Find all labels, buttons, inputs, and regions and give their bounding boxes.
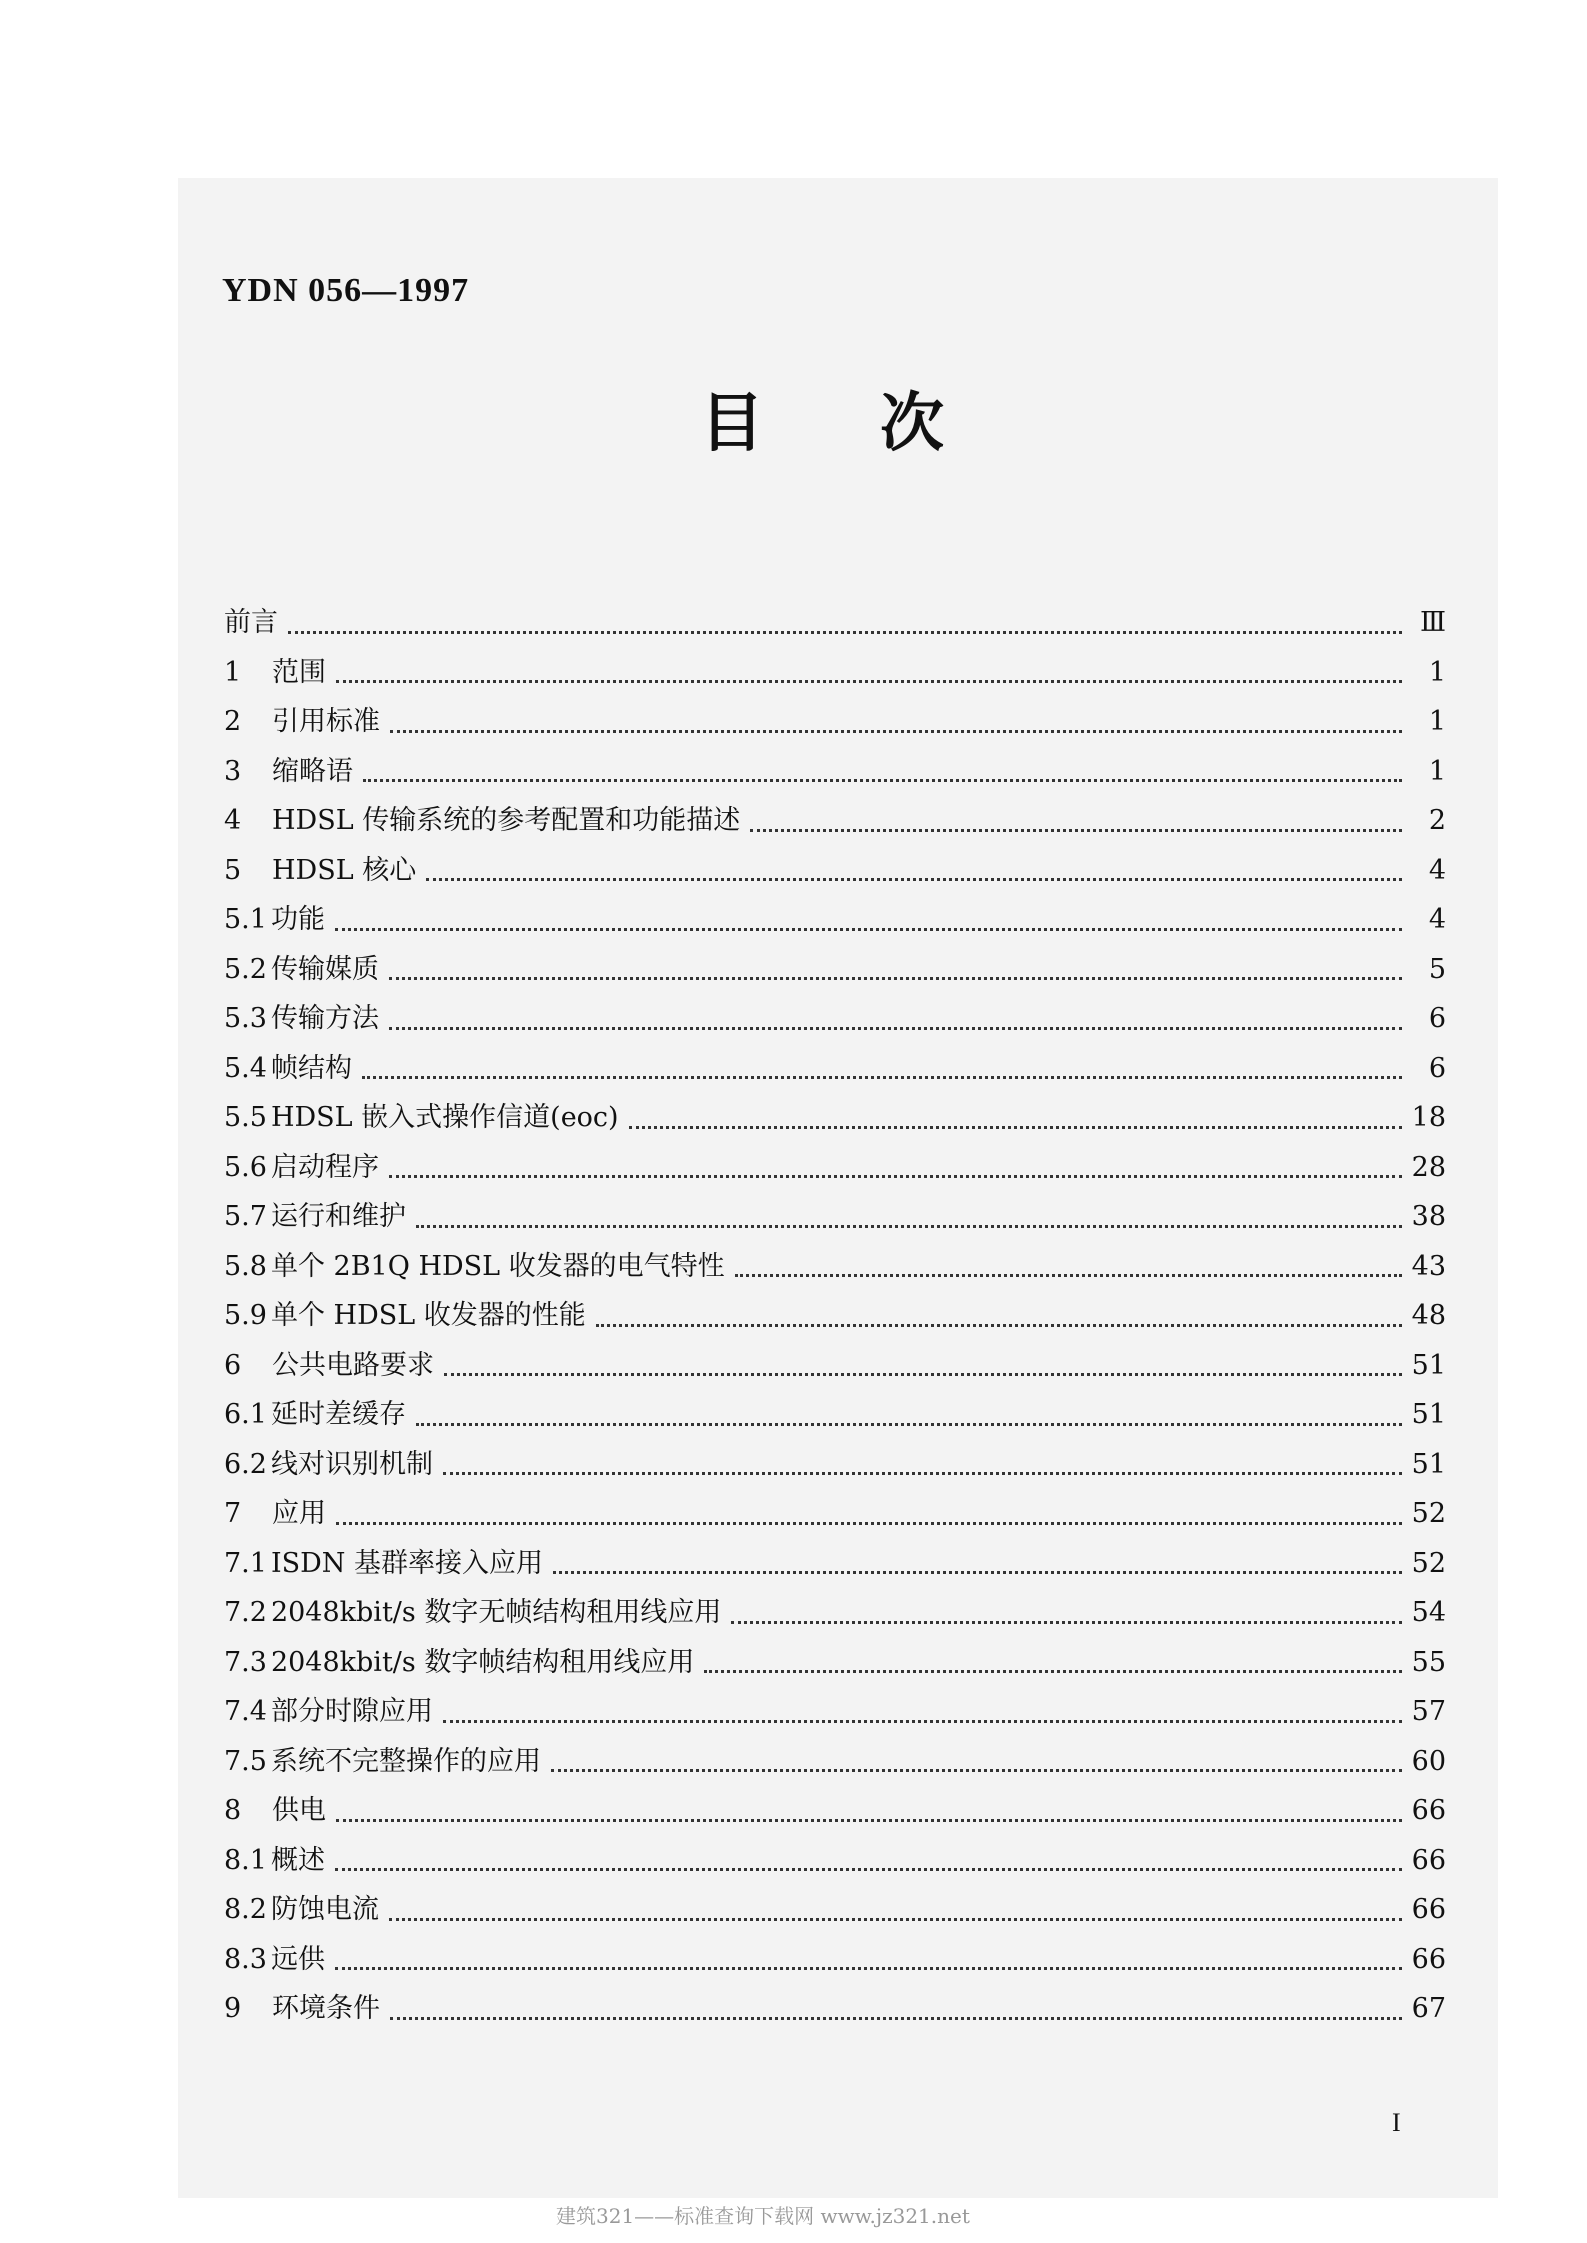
toc-entry[interactable]	[224, 1836, 1446, 1886]
toc-entry-label: 系统不完整操作的应用	[270, 1745, 541, 1777]
toc-entry-page: 52	[1411, 1547, 1446, 1579]
toc-dot-leader	[551, 1769, 1402, 1772]
page-title	[700, 372, 944, 464]
toc-dot-leader	[731, 1621, 1402, 1624]
toc-entry-page: 51	[1411, 1399, 1446, 1430]
toc-dot-leader	[389, 1175, 1402, 1178]
toc-entry-page: 1	[1428, 706, 1446, 737]
toc-entry-number: 8	[224, 1795, 242, 1826]
toc-entry-page: 28	[1411, 1151, 1446, 1183]
toc-entry-page: 51	[1411, 1349, 1446, 1381]
toc-entry-number: 8.2	[224, 1894, 267, 1925]
toc-dot-leader	[362, 1076, 1402, 1079]
toc-dot-leader	[704, 1670, 1402, 1673]
toc-entry-page: 5	[1428, 953, 1446, 985]
toc-entry[interactable]	[224, 945, 1446, 995]
toc-dot-leader	[416, 1225, 1402, 1228]
toc-dot-leader	[443, 1720, 1402, 1723]
toc-entry-label: 缩略语	[272, 755, 353, 787]
toc-entry-number: 5.7	[224, 1201, 267, 1232]
toc-entry-number: 6	[224, 1349, 242, 1381]
toc-entry-label: 应用	[272, 1498, 326, 1529]
toc-entry[interactable]	[224, 1786, 1446, 1836]
toc-entry[interactable]	[224, 1687, 1446, 1737]
toc-dot-leader	[553, 1571, 1402, 1574]
toc-entry[interactable]	[224, 1885, 1446, 1935]
toc-entry-number: 7.4	[224, 1696, 267, 1727]
toc-entry-label: 延时差缓存	[270, 1399, 406, 1430]
toc-entry-label: 传输方法	[270, 1003, 379, 1034]
toc-dot-leader	[443, 1472, 1402, 1475]
toc-entry-page: 66	[1411, 1795, 1446, 1826]
toc-entry-page: 6	[1428, 1052, 1446, 1084]
toc-entry-page: 60	[1411, 1745, 1446, 1777]
toc-dot-leader	[426, 878, 1402, 881]
toc-entry[interactable]	[224, 747, 1446, 797]
toc-entry-label: ISDN 基群率接入应用	[270, 1547, 543, 1579]
toc-entry[interactable]	[224, 1341, 1446, 1391]
toc-dot-leader	[390, 2017, 1402, 2020]
toc-entry[interactable]	[224, 1638, 1446, 1688]
toc-entry-number: 7.5	[224, 1745, 267, 1777]
toc-dot-leader	[596, 1324, 1402, 1327]
toc-entry-number: 7	[224, 1498, 242, 1529]
toc-entry-label: 范围	[272, 656, 326, 688]
toc-entry-page: 18	[1411, 1102, 1446, 1133]
toc-entry-number: 8.1	[224, 1844, 267, 1876]
toc-entry-number: 5.5	[224, 1102, 267, 1133]
page-folio: I	[1392, 2108, 1401, 2137]
toc-entry-label: 供电	[272, 1795, 326, 1826]
toc-entry-page: 4	[1428, 904, 1446, 935]
toc-entry-number: 5.1	[224, 904, 267, 935]
toc-entry-number: 5	[224, 854, 242, 886]
toc-entry[interactable]	[224, 1192, 1446, 1242]
toc-entry-number: 6.1	[224, 1399, 267, 1430]
toc-entry[interactable]	[224, 1489, 1446, 1539]
toc-entry[interactable]	[224, 1044, 1446, 1094]
toc-dot-leader	[288, 631, 1402, 634]
toc-dot-leader	[416, 1423, 1402, 1426]
toc-dot-leader	[336, 1522, 1402, 1525]
toc-entry[interactable]	[224, 598, 1446, 648]
toc-dot-leader	[389, 1027, 1402, 1030]
toc-entry-label: 启动程序	[270, 1151, 379, 1183]
toc-entry[interactable]	[224, 1143, 1446, 1193]
toc-dot-leader	[335, 1868, 1402, 1871]
toc-entry-label: HDSL 嵌入式操作信道(eoc)	[270, 1102, 619, 1133]
toc-entry-number: 7.2	[224, 1597, 267, 1628]
toc-entry-label: 前言	[224, 607, 278, 638]
toc-entry-label: 单个 2B1Q HDSL 收发器的电气特性	[270, 1250, 725, 1282]
toc-entry[interactable]	[224, 1588, 1446, 1638]
toc-entry-page: 38	[1411, 1201, 1446, 1232]
table-of-contents	[224, 598, 1446, 2034]
toc-entry-number: 3	[224, 755, 242, 787]
toc-entry-page: 67	[1411, 1993, 1446, 2024]
toc-entry[interactable]	[224, 1242, 1446, 1292]
toc-entry-number: 5.4	[224, 1052, 267, 1084]
toc-entry-label: HDSL 核心	[272, 854, 417, 886]
toc-entry-page: 66	[1411, 1844, 1446, 1876]
toc-dot-leader	[335, 1967, 1402, 1970]
toc-entry-page: 66	[1411, 1943, 1446, 1975]
toc-entry-label: 概述	[270, 1844, 325, 1876]
toc-entry-page: 4	[1428, 854, 1446, 886]
toc-entry-number: 9	[224, 1993, 242, 2024]
toc-entry-label: 环境条件	[272, 1993, 380, 2024]
toc-dot-leader	[336, 680, 1402, 683]
toc-entry-page: 43	[1411, 1250, 1446, 1282]
toc-entry[interactable]	[224, 1291, 1446, 1341]
toc-entry-page: Ⅲ	[1419, 607, 1446, 638]
toc-dot-leader	[444, 1373, 1402, 1376]
footer-watermark: 建筑321——标准查询下载网 www.jz321.net	[556, 2204, 970, 2228]
toc-entry-number: 5.6	[224, 1151, 267, 1183]
toc-entry-number: 6.2	[224, 1448, 267, 1480]
toc-dot-leader	[389, 1918, 1402, 1921]
toc-entry-number: 5.3	[224, 1003, 267, 1034]
toc-entry[interactable]	[224, 895, 1446, 945]
toc-entry[interactable]	[224, 1984, 1446, 2034]
toc-entry[interactable]	[224, 1539, 1446, 1589]
toc-entry[interactable]	[224, 994, 1446, 1044]
toc-dot-leader	[390, 730, 1402, 733]
page-title-char-1: 目	[700, 387, 764, 461]
toc-entry[interactable]	[224, 1440, 1446, 1490]
toc-entry-label: 部分时隙应用	[270, 1696, 433, 1727]
standard-code: YDN 056—1997	[222, 272, 470, 309]
toc-dot-leader	[735, 1274, 1402, 1277]
toc-entry-page: 6	[1428, 1003, 1446, 1034]
toc-entry-label: 帧结构	[270, 1052, 352, 1084]
toc-entry-page: 1	[1428, 656, 1446, 688]
toc-entry-label: 2048kbit/s 数字帧结构租用线应用	[270, 1646, 695, 1678]
toc-entry[interactable]	[224, 1093, 1446, 1143]
toc-entry-page: 48	[1411, 1300, 1446, 1331]
toc-entry-label: 功能	[270, 904, 325, 935]
toc-entry-label: 传输媒质	[270, 953, 379, 985]
toc-entry-label: 运行和维护	[270, 1201, 406, 1232]
toc-entry-label: HDSL 传输系统的参考配置和功能描述	[272, 805, 741, 836]
toc-entry-page: 1	[1428, 755, 1446, 787]
toc-entry-number: 7.3	[224, 1646, 267, 1678]
toc-entry-page: 2	[1428, 805, 1446, 836]
toc-entry-page: 55	[1411, 1646, 1446, 1678]
toc-entry-label: 2048kbit/s 数字无帧结构租用线应用	[270, 1597, 722, 1628]
toc-entry-number: 2	[224, 706, 242, 737]
toc-entry-label: 线对识别机制	[270, 1448, 433, 1480]
toc-entry-label: 单个 HDSL 收发器的性能	[270, 1300, 586, 1331]
toc-entry[interactable]	[224, 846, 1446, 896]
toc-dot-leader	[363, 779, 1402, 782]
toc-entry-label: 远供	[270, 1943, 325, 1975]
toc-entry-number: 8.3	[224, 1943, 267, 1975]
toc-entry[interactable]	[224, 796, 1446, 846]
toc-entry-number: 4	[224, 805, 242, 836]
toc-entry[interactable]	[224, 697, 1446, 747]
toc-entry[interactable]	[224, 1737, 1446, 1787]
toc-entry-number: 5.8	[224, 1250, 267, 1282]
toc-dot-leader	[629, 1126, 1402, 1129]
toc-entry-number: 5.2	[224, 953, 267, 985]
toc-entry-number: 1	[224, 656, 242, 688]
toc-entry-label: 引用标准	[272, 706, 380, 737]
toc-entry[interactable]	[224, 1935, 1446, 1985]
page-title-char-2: 次	[880, 387, 944, 461]
toc-dot-leader	[389, 977, 1402, 980]
toc-entry-page: 52	[1411, 1498, 1446, 1529]
toc-entry-number: 7.1	[224, 1547, 267, 1579]
toc-entry-label: 公共电路要求	[272, 1349, 434, 1381]
toc-dot-leader	[750, 829, 1402, 832]
toc-entry[interactable]	[224, 648, 1446, 698]
toc-entry-label: 防蚀电流	[270, 1894, 379, 1925]
toc-entry-page: 66	[1411, 1894, 1446, 1925]
toc-entry-page: 51	[1411, 1448, 1446, 1480]
toc-dot-leader	[336, 1819, 1402, 1822]
toc-entry-number: 5.9	[224, 1300, 267, 1331]
toc-entry-page: 57	[1411, 1696, 1446, 1727]
toc-dot-leader	[335, 928, 1402, 931]
toc-entry-page: 54	[1411, 1597, 1446, 1628]
toc-entry[interactable]	[224, 1390, 1446, 1440]
